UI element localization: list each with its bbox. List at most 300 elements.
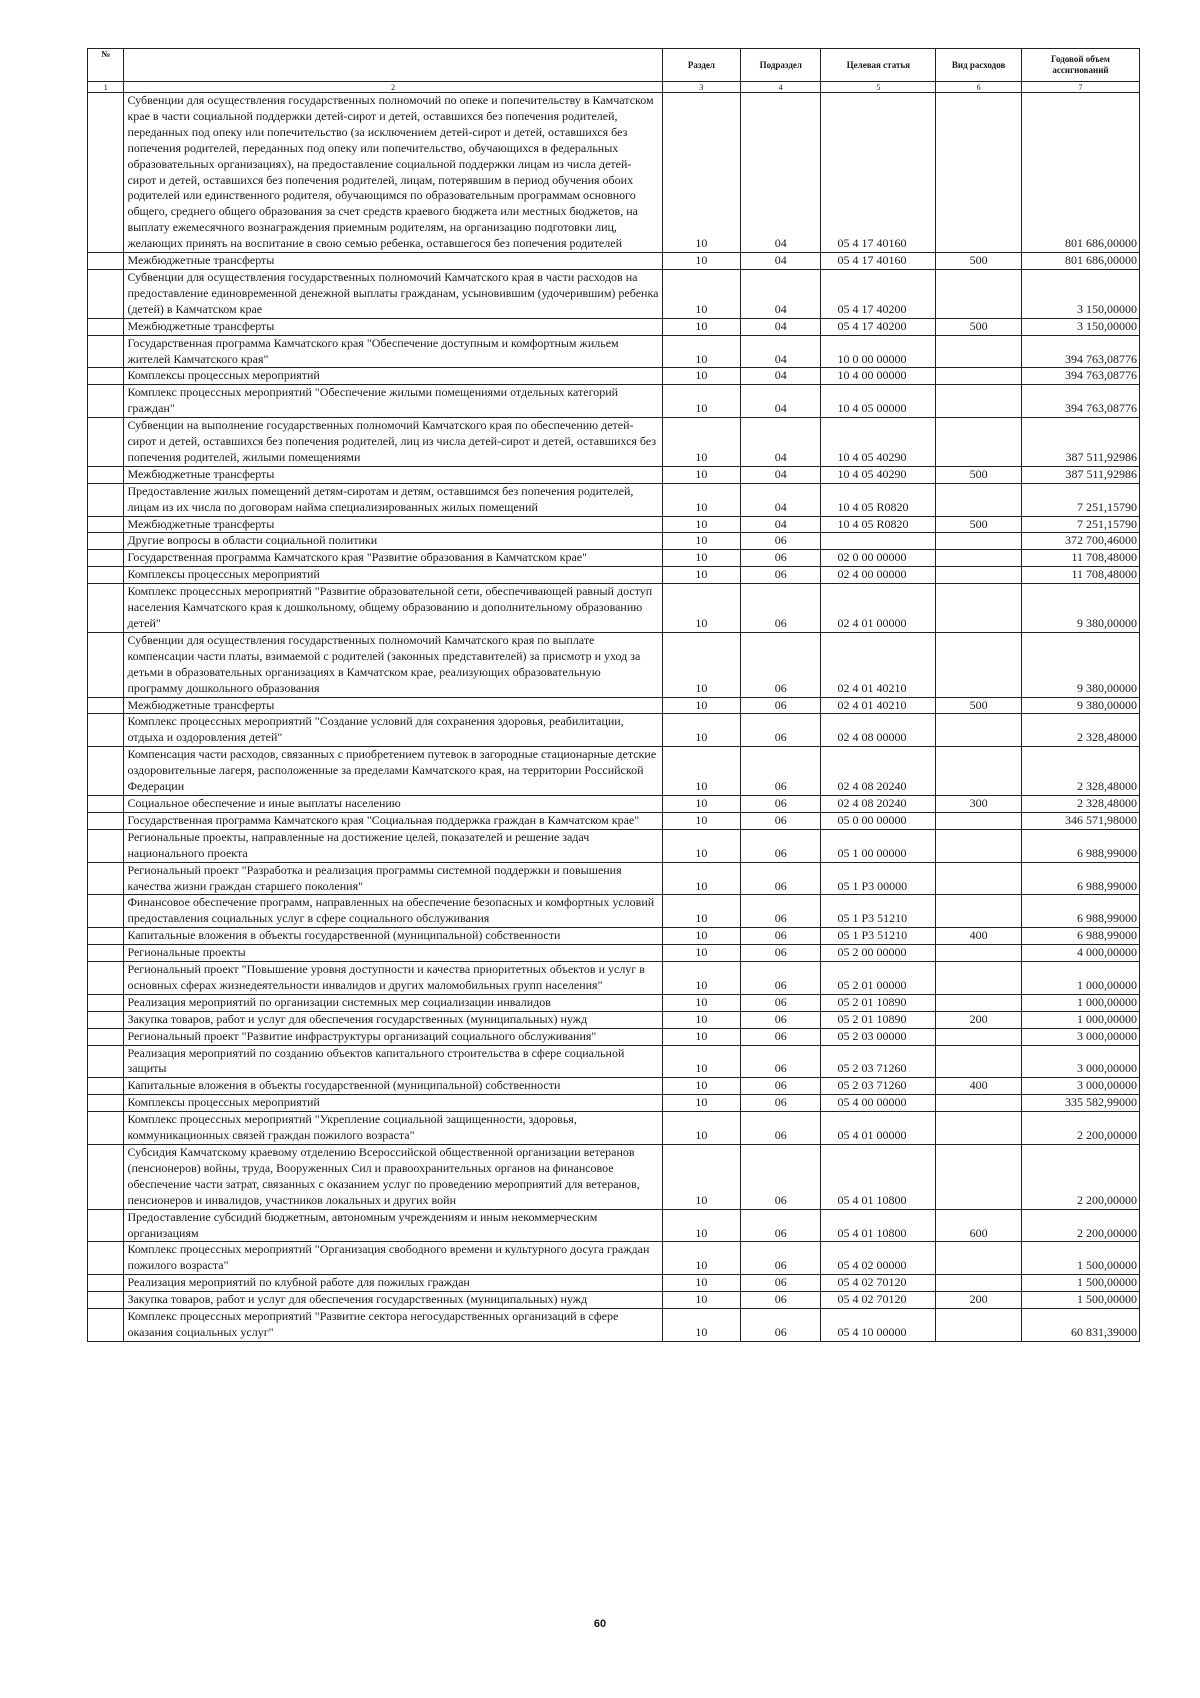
row-section: 10 [662, 862, 740, 895]
row-subsection: 06 [741, 550, 821, 567]
row-name: Межбюджетные трансферты [124, 466, 662, 483]
row-section: 10 [662, 550, 740, 567]
row-subsection: 04 [741, 93, 821, 253]
row-amount: 1 500,00000 [1022, 1275, 1140, 1292]
row-amount: 1 500,00000 [1022, 1292, 1140, 1309]
row-expense-type: 400 [936, 928, 1022, 945]
row-number [88, 418, 124, 467]
row-section: 10 [662, 253, 740, 270]
header-num: № [88, 49, 124, 82]
row-number [88, 1292, 124, 1309]
row-section: 10 [662, 895, 740, 928]
row-amount: 60 831,39000 [1022, 1309, 1140, 1342]
row-amount: 11 708,48000 [1022, 550, 1140, 567]
row-target-code: 05 2 01 10890 [821, 1011, 936, 1028]
row-amount: 394 763,08776 [1022, 335, 1140, 368]
table-row [88, 1242, 1140, 1275]
row-section: 10 [662, 516, 740, 533]
row-number [88, 1045, 124, 1078]
row-subsection: 06 [741, 632, 821, 697]
row-subsection: 04 [741, 516, 821, 533]
row-name: Закупка товаров, работ и услуг для обеспечения государственных (муниципальных) нужд [124, 1011, 662, 1028]
row-amount: 801 686,00000 [1022, 93, 1140, 253]
row-section: 10 [662, 1292, 740, 1309]
row-expense-type [936, 1309, 1022, 1342]
row-subsection: 04 [741, 318, 821, 335]
table-row [88, 1045, 1140, 1078]
row-subsection: 06 [741, 1145, 821, 1210]
row-expense-type [936, 269, 1022, 318]
row-section: 10 [662, 418, 740, 467]
row-name: Комплексы процессных мероприятий [124, 368, 662, 385]
row-name: Субсидия Камчатскому краевому отделению Всероссийской общественной организации ветеранов (пенсионеров) войны, труда, Вооруженных Сил и правоохранительных органов на финансовое обеспечение части затрат, связанных с оказанием услуг по проведению мероприятий для ветеранов, пенсионеров и инвалидов, участников локальных и других войн [124, 1145, 662, 1210]
row-expense-type: 500 [936, 466, 1022, 483]
row-subsection: 06 [741, 994, 821, 1011]
row-amount: 346 571,98000 [1022, 812, 1140, 829]
row-name: Субвенции для осуществления государственных полномочий Камчатского края по выплате компенсации части платы, взимаемой с родителей (законных представителей) за присмотр и уход за детьми в образовательных организациях в Камчатском крае, реализующих образовательную программу дошкольного образования [124, 632, 662, 697]
row-amount: 2 200,00000 [1022, 1209, 1140, 1242]
row-expense-type [936, 994, 1022, 1011]
row-name: Межбюджетные трансферты [124, 253, 662, 270]
table-row [88, 516, 1140, 533]
row-name: Комплексы процессных мероприятий [124, 1095, 662, 1112]
row-name: Региональные проекты, направленные на достижение целей, показателей и решение задач национального проекта [124, 829, 662, 862]
row-amount: 1 500,00000 [1022, 1242, 1140, 1275]
row-subsection: 04 [741, 466, 821, 483]
row-subsection: 06 [741, 962, 821, 995]
col-number: 7 [1022, 82, 1140, 93]
row-target-code: 05 2 00 00000 [821, 945, 936, 962]
table-row [88, 1275, 1140, 1292]
row-section: 10 [662, 466, 740, 483]
table-row [88, 962, 1140, 995]
row-section: 10 [662, 962, 740, 995]
table-row [88, 318, 1140, 335]
table-row [88, 1112, 1140, 1145]
row-subsection: 06 [741, 829, 821, 862]
row-amount: 2 328,48000 [1022, 714, 1140, 747]
row-amount: 2 328,48000 [1022, 747, 1140, 796]
row-expense-type [936, 945, 1022, 962]
row-section: 10 [662, 1275, 740, 1292]
row-amount: 372 700,46000 [1022, 533, 1140, 550]
table-row [88, 584, 1140, 633]
row-expense-type: 500 [936, 253, 1022, 270]
table-row [88, 895, 1140, 928]
row-section: 10 [662, 1209, 740, 1242]
row-expense-type [936, 632, 1022, 697]
row-number [88, 550, 124, 567]
row-amount: 6 988,99000 [1022, 895, 1140, 928]
row-name: Комплекс процессных мероприятий "Укрепление социальной защищенности, здоровья, коммуникационных связей граждан пожилого возраста" [124, 1112, 662, 1145]
header-amount: Годовой объем ассигнований [1022, 49, 1140, 82]
row-name: Региональный проект "Разработка и реализация программы системной поддержки и повышения качества жизни граждан старшего поколения" [124, 862, 662, 895]
row-target-code: 05 4 10 00000 [821, 1309, 936, 1342]
table-row [88, 335, 1140, 368]
table-row [88, 714, 1140, 747]
row-section: 10 [662, 1309, 740, 1342]
row-expense-type [936, 1095, 1022, 1112]
row-number [88, 895, 124, 928]
row-subsection: 04 [741, 418, 821, 467]
table-row [88, 795, 1140, 812]
row-number [88, 632, 124, 697]
row-name: Субвенции для осуществления государственных полномочий по опеке и попечительству в Камчатском крае в части социальной поддержки детей-сирот и детей, оставшихся без попечения родителей, переданных под опеку или попечительство (за исключением детей-сирот и детей, оставшихся без попечения родителей, переданных под опеку или попечительство, обучающихся в федеральных образовательных организациях), на предоставление социальной поддержки лицам из числа детей-сирот и детей, оставшихся без попечения родителей, лицам, потерявшим в период обучения обоих родителей или единственного родителя, обучающимся по образовательным программам основного общего, среднего общего образования за счет средств краевого бюджета или местных бюджетов, на выплату ежемесячного вознаграждения приемным родителям, на организацию подготовки лиц, желающих принять на воспитание в свою семью ребенка, оставшегося без попечения родителей [124, 93, 662, 253]
table-row [88, 567, 1140, 584]
row-target-code: 05 1 Р3 51210 [821, 928, 936, 945]
table-row [88, 1209, 1140, 1242]
row-target-code: 05 1 00 00000 [821, 829, 936, 862]
row-expense-type: 400 [936, 1078, 1022, 1095]
row-amount: 6 988,99000 [1022, 862, 1140, 895]
row-subsection: 06 [741, 1242, 821, 1275]
row-subsection: 06 [741, 714, 821, 747]
row-number [88, 1242, 124, 1275]
row-target-code: 05 4 01 10800 [821, 1145, 936, 1210]
row-expense-type [936, 483, 1022, 516]
row-target-code: 05 2 03 71260 [821, 1078, 936, 1095]
row-subsection: 06 [741, 697, 821, 714]
row-name: Предоставление субсидий бюджетным, автономным учреждениям и иным некоммерческим организациям [124, 1209, 662, 1242]
row-target-code: 05 2 01 10890 [821, 994, 936, 1011]
row-subsection: 04 [741, 483, 821, 516]
row-subsection: 06 [741, 895, 821, 928]
row-amount: 3 150,00000 [1022, 318, 1140, 335]
row-section: 10 [662, 533, 740, 550]
row-target-code: 02 4 01 40210 [821, 697, 936, 714]
table-row [88, 1011, 1140, 1028]
row-expense-type [936, 1242, 1022, 1275]
row-amount: 394 763,08776 [1022, 368, 1140, 385]
row-subsection: 06 [741, 1275, 821, 1292]
row-name: Финансовое обеспечение программ, направленных на обеспечение безопасных и комфортных условий предоставления социальных услуг в сфере социального обслуживания [124, 895, 662, 928]
row-target-code: 05 4 00 00000 [821, 1095, 936, 1112]
table-row [88, 632, 1140, 697]
row-target-code: 05 4 02 00000 [821, 1242, 936, 1275]
row-section: 10 [662, 795, 740, 812]
row-expense-type [936, 812, 1022, 829]
row-target-code: 02 4 08 20240 [821, 795, 936, 812]
row-number [88, 385, 124, 418]
row-subsection: 06 [741, 1309, 821, 1342]
row-expense-type: 500 [936, 318, 1022, 335]
row-name: Реализация мероприятий по клубной работе для пожилых граждан [124, 1275, 662, 1292]
row-amount: 3 000,00000 [1022, 1045, 1140, 1078]
row-section: 10 [662, 1028, 740, 1045]
row-target-code: 02 4 01 40210 [821, 632, 936, 697]
row-name: Реализация мероприятий по созданию объектов капитального строительства в сфере социальной защиты [124, 1045, 662, 1078]
col-number: 1 [88, 82, 124, 93]
row-target-code: 05 4 17 40160 [821, 93, 936, 253]
row-expense-type [936, 1145, 1022, 1210]
row-number [88, 93, 124, 253]
row-amount: 4 000,00000 [1022, 945, 1140, 962]
table-row [88, 1309, 1140, 1342]
row-subsection: 06 [741, 1292, 821, 1309]
table-row [88, 1292, 1140, 1309]
header-subsection: Подраздел [741, 49, 821, 82]
col-number: 2 [124, 82, 662, 93]
row-section: 10 [662, 714, 740, 747]
row-section: 10 [662, 1078, 740, 1095]
row-expense-type [936, 533, 1022, 550]
row-number [88, 962, 124, 995]
row-target-code: 05 0 00 00000 [821, 812, 936, 829]
table-row [88, 747, 1140, 796]
row-section: 10 [662, 945, 740, 962]
row-number [88, 1145, 124, 1210]
row-subsection: 06 [741, 1112, 821, 1145]
row-expense-type: 600 [936, 1209, 1022, 1242]
table-row [88, 812, 1140, 829]
row-number [88, 1095, 124, 1112]
row-expense-type [936, 368, 1022, 385]
row-subsection: 04 [741, 269, 821, 318]
row-number [88, 829, 124, 862]
row-number [88, 928, 124, 945]
row-name: Реализация мероприятий по организации системных мер социализации инвалидов [124, 994, 662, 1011]
table-row [88, 550, 1140, 567]
row-amount: 7 251,15790 [1022, 483, 1140, 516]
row-name: Компенсация части расходов, связанных с приобретением путевок в загородные стационарные детские оздоровительные лагеря, расположенные за пределами Камчатского края, на территории Российской Федерации [124, 747, 662, 796]
row-amount: 394 763,08776 [1022, 385, 1140, 418]
row-amount: 9 380,00000 [1022, 584, 1140, 633]
row-target-code: 10 4 05 R0820 [821, 483, 936, 516]
table-row [88, 269, 1140, 318]
row-subsection: 06 [741, 1028, 821, 1045]
row-number [88, 1209, 124, 1242]
row-number [88, 795, 124, 812]
row-expense-type: 300 [936, 795, 1022, 812]
row-amount: 3 000,00000 [1022, 1028, 1140, 1045]
row-expense-type [936, 418, 1022, 467]
row-section: 10 [662, 994, 740, 1011]
col-number: 3 [662, 82, 740, 93]
row-expense-type [936, 385, 1022, 418]
row-amount: 387 511,92986 [1022, 418, 1140, 467]
table-row [88, 928, 1140, 945]
row-number [88, 945, 124, 962]
row-expense-type [936, 829, 1022, 862]
row-expense-type: 200 [936, 1292, 1022, 1309]
row-section: 10 [662, 385, 740, 418]
row-subsection: 06 [741, 567, 821, 584]
row-section: 10 [662, 584, 740, 633]
col-number: 5 [821, 82, 936, 93]
row-expense-type [936, 895, 1022, 928]
row-number [88, 269, 124, 318]
row-amount: 9 380,00000 [1022, 632, 1140, 697]
row-amount: 7 251,15790 [1022, 516, 1140, 533]
row-section: 10 [662, 1145, 740, 1210]
row-number [88, 697, 124, 714]
row-number [88, 533, 124, 550]
row-target-code: 05 4 17 40160 [821, 253, 936, 270]
row-amount: 11 708,48000 [1022, 567, 1140, 584]
row-target-code: 10 0 00 00000 [821, 335, 936, 368]
row-expense-type: 500 [936, 697, 1022, 714]
row-target-code: 05 4 01 00000 [821, 1112, 936, 1145]
row-amount: 6 988,99000 [1022, 928, 1140, 945]
row-expense-type [936, 1112, 1022, 1145]
row-subsection: 06 [741, 928, 821, 945]
table-row [88, 253, 1140, 270]
col-number: 6 [936, 82, 1022, 93]
row-target-code: 02 0 00 00000 [821, 550, 936, 567]
row-expense-type [936, 550, 1022, 567]
row-target-code: 05 4 01 10800 [821, 1209, 936, 1242]
row-expense-type [936, 962, 1022, 995]
row-section: 10 [662, 567, 740, 584]
row-section: 10 [662, 1242, 740, 1275]
row-target-code: 10 4 00 00000 [821, 368, 936, 385]
row-name: Комплекс процессных мероприятий "Развитие сектора негосударственных организаций в сфере оказания социальных услуг" [124, 1309, 662, 1342]
table-row [88, 418, 1140, 467]
row-name: Межбюджетные трансферты [124, 697, 662, 714]
row-name: Комплекс процессных мероприятий "Создание условий для сохранения здоровья, реабилитации, отдыха и оздоровления детей" [124, 714, 662, 747]
row-name: Региональный проект "Повышение уровня доступности и качества приоритетных объектов и услуг в основных сферах жизнедеятельности инвалидов и других маломобильных групп населения" [124, 962, 662, 995]
table-row [88, 385, 1140, 418]
row-name: Комплекс процессных мероприятий "Развитие образовательной сети, обеспечивающей равный доступ населения Камчатского края к дошкольному, общему образованию и дополнительному образованию детей" [124, 584, 662, 633]
row-expense-type: 200 [936, 1011, 1022, 1028]
row-number [88, 567, 124, 584]
row-section: 10 [662, 1045, 740, 1078]
row-target-code: 05 4 17 40200 [821, 269, 936, 318]
row-number [88, 862, 124, 895]
row-amount: 1 000,00000 [1022, 994, 1140, 1011]
row-number [88, 483, 124, 516]
row-subsection: 06 [741, 1209, 821, 1242]
table-row [88, 533, 1140, 550]
row-expense-type [936, 335, 1022, 368]
row-number [88, 1028, 124, 1045]
row-number [88, 1309, 124, 1342]
row-subsection: 06 [741, 812, 821, 829]
table-row [88, 1095, 1140, 1112]
row-number [88, 1078, 124, 1095]
row-amount: 2 200,00000 [1022, 1112, 1140, 1145]
row-number [88, 318, 124, 335]
row-target-code: 10 4 05 00000 [821, 385, 936, 418]
row-subsection: 06 [741, 945, 821, 962]
row-expense-type: 500 [936, 516, 1022, 533]
row-section: 10 [662, 1011, 740, 1028]
row-section: 10 [662, 318, 740, 335]
row-name: Субвенции на выполнение государственных полномочий Камчатского края по обеспечению детей-сирот и детей, оставшихся без попечения родителей, лиц из числа детей-сирот и детей, оставшихся без попечения родителей, жилыми помещениями [124, 418, 662, 467]
row-amount: 6 988,99000 [1022, 829, 1140, 862]
header-target: Целевая статья [821, 49, 936, 82]
table-row [88, 862, 1140, 895]
row-target-code: 02 4 08 00000 [821, 714, 936, 747]
row-name: Межбюджетные трансферты [124, 318, 662, 335]
row-expense-type [936, 1045, 1022, 1078]
row-subsection: 06 [741, 1045, 821, 1078]
row-target-code: 10 4 05 40290 [821, 418, 936, 467]
row-number [88, 253, 124, 270]
row-number [88, 335, 124, 368]
row-amount: 1 000,00000 [1022, 962, 1140, 995]
row-section: 10 [662, 368, 740, 385]
row-section: 10 [662, 1112, 740, 1145]
table-row [88, 466, 1140, 483]
col-number: 4 [741, 82, 821, 93]
row-target-code: 05 2 01 00000 [821, 962, 936, 995]
row-target-code: 05 4 02 70120 [821, 1275, 936, 1292]
row-subsection: 06 [741, 862, 821, 895]
row-amount: 387 511,92986 [1022, 466, 1140, 483]
row-target-code: 05 1 Р3 51210 [821, 895, 936, 928]
row-expense-type [936, 93, 1022, 253]
table-row [88, 697, 1140, 714]
row-subsection: 06 [741, 795, 821, 812]
row-target-code: 05 4 02 70120 [821, 1292, 936, 1309]
header-name [124, 49, 662, 82]
table-row [88, 1145, 1140, 1210]
row-subsection: 06 [741, 584, 821, 633]
row-name: Региональные проекты [124, 945, 662, 962]
row-expense-type [936, 714, 1022, 747]
row-subsection: 06 [741, 1011, 821, 1028]
row-number [88, 516, 124, 533]
row-expense-type [936, 567, 1022, 584]
row-expense-type [936, 1275, 1022, 1292]
row-section: 10 [662, 829, 740, 862]
row-target-code [821, 533, 936, 550]
row-target-code: 05 2 03 71260 [821, 1045, 936, 1078]
row-target-code: 05 1 Р3 00000 [821, 862, 936, 895]
row-amount: 3 000,00000 [1022, 1078, 1140, 1095]
table-row [88, 368, 1140, 385]
row-name: Государственная программа Камчатского края "Развитие образования в Камчатском крае" [124, 550, 662, 567]
row-section: 10 [662, 747, 740, 796]
row-target-code: 10 4 05 R0820 [821, 516, 936, 533]
table-body [88, 93, 1140, 1342]
row-target-code: 10 4 05 40290 [821, 466, 936, 483]
row-section: 10 [662, 269, 740, 318]
row-number [88, 714, 124, 747]
header-section: Раздел [662, 49, 740, 82]
row-name: Социальное обеспечение и иные выплаты населению [124, 795, 662, 812]
row-amount: 2 200,00000 [1022, 1145, 1140, 1210]
row-section: 10 [662, 928, 740, 945]
row-name: Субвенции для осуществления государственных полномочий Камчатского края в части расходов на предоставление единовременной денежной выплаты гражданам, усыновившим (удочерившим) ребенка (детей) в Камчатском крае [124, 269, 662, 318]
row-subsection: 06 [741, 533, 821, 550]
row-section: 10 [662, 697, 740, 714]
row-subsection: 06 [741, 747, 821, 796]
row-target-code: 05 2 03 00000 [821, 1028, 936, 1045]
row-amount: 9 380,00000 [1022, 697, 1140, 714]
row-name: Государственная программа Камчатского края "Обеспечение доступным и комфортным жильем жителей Камчатского края" [124, 335, 662, 368]
row-name: Государственная программа Камчатского края "Социальная поддержка граждан в Камчатском крае" [124, 812, 662, 829]
row-section: 10 [662, 632, 740, 697]
row-expense-type [936, 584, 1022, 633]
row-name: Межбюджетные трансферты [124, 516, 662, 533]
table-row [88, 1028, 1140, 1045]
row-target-code: 05 4 17 40200 [821, 318, 936, 335]
row-name: Закупка товаров, работ и услуг для обеспечения государственных (муниципальных) нужд [124, 1292, 662, 1309]
row-amount: 1 000,00000 [1022, 1011, 1140, 1028]
row-section: 10 [662, 483, 740, 516]
header-exp-type: Вид расходов [936, 49, 1022, 82]
row-subsection: 04 [741, 385, 821, 418]
table-row [88, 93, 1140, 253]
row-subsection: 06 [741, 1095, 821, 1112]
row-target-code: 02 4 00 00000 [821, 567, 936, 584]
row-target-code: 02 4 01 00000 [821, 584, 936, 633]
row-section: 10 [662, 93, 740, 253]
table-row [88, 829, 1140, 862]
row-number [88, 994, 124, 1011]
